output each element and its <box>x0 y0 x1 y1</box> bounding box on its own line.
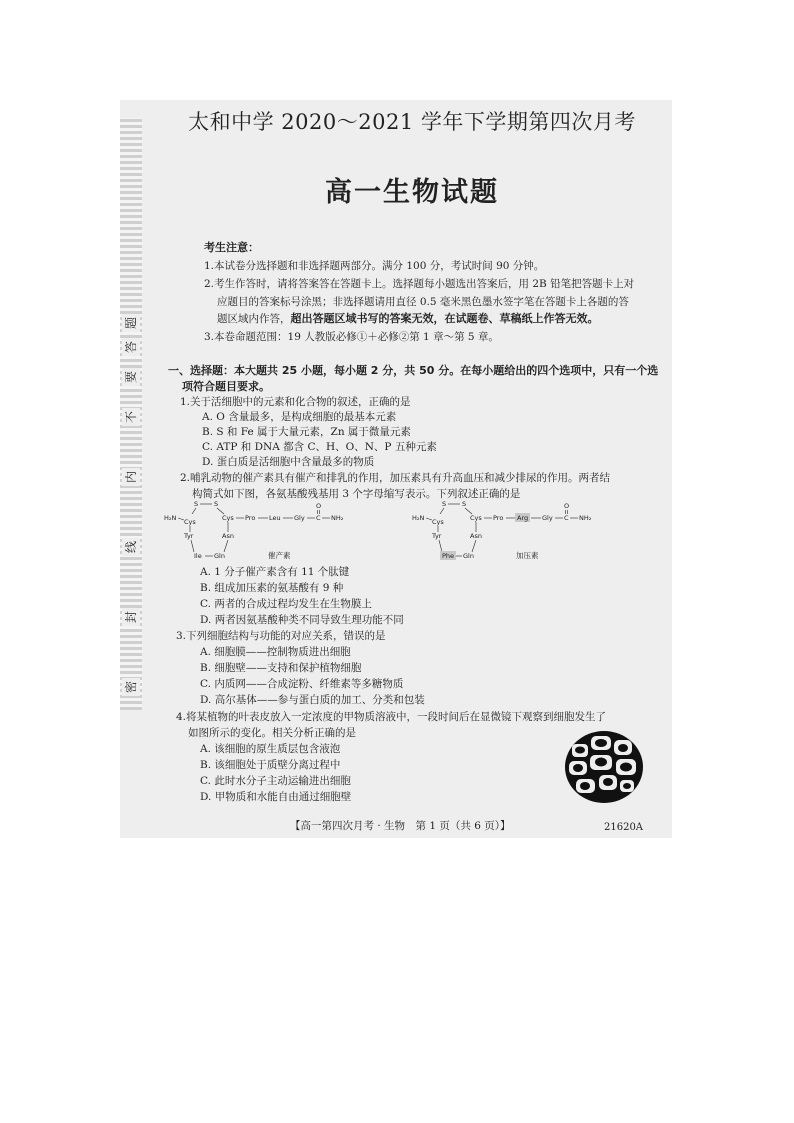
bond-line <box>192 508 196 514</box>
bond-line <box>224 540 228 552</box>
q1-stem: 1.关于活细胞中的元素和化合物的叙述，正确的是 <box>180 396 411 408</box>
carbonyl-oxygen: O <box>564 502 570 510</box>
notice-text: 题区域内作答， <box>217 313 291 325</box>
residue-pro: Pro <box>245 514 256 522</box>
oxytocin-structure <box>164 500 344 560</box>
residue-tyr: Tyr <box>432 532 442 540</box>
sulfur-label: S <box>442 500 447 508</box>
residue-tyr: Tyr <box>184 532 194 540</box>
notice-item-3: 3.本卷命题范围：19 人教版必修①＋必修②第 1 章～第 5 章。 <box>204 331 499 343</box>
notice-item-1: 1.本试卷分选择题和非选择题两部分。满分 100 分，考试时间 90 分钟。 <box>204 260 545 272</box>
q1-option-b: B. S 和 Fe 属于大量元素，Zn 属于微量元素 <box>202 426 411 438</box>
carbonyl-oxygen: O <box>316 502 322 510</box>
q4-option-d: D. 甲物质和水能自由通过细胞壁 <box>200 791 352 803</box>
q1-option-c: C. ATP 和 DNA 都含 C、H、O、N、P 五种元素 <box>202 441 437 453</box>
protoplast <box>573 764 583 772</box>
residue-cys: Cys <box>432 518 444 526</box>
protoplast <box>595 758 607 767</box>
subject-title: 高一生物试题 <box>325 177 499 208</box>
bond-line <box>439 540 442 552</box>
q3-stem: 3.下列细胞结构与功能的对应关系，错误的是 <box>176 630 386 642</box>
q2-stem: 2.哺乳动物的催产素具有催产和排乳的作用，加压素具有升高血压和减少排尿的作用。两者结 <box>180 472 611 484</box>
binding-char: 要 <box>122 368 140 386</box>
carbonyl-carbon: C <box>316 514 321 522</box>
binding-char: 封 <box>122 608 140 626</box>
protoplast <box>603 778 613 786</box>
protoplast <box>580 782 590 790</box>
residue-arg: Arg <box>517 514 529 522</box>
bond-line <box>191 540 194 552</box>
q2-option-a: A. 1 分子催产素含有 11 个肽键 <box>200 566 350 578</box>
plasmolysis-micrograph <box>564 730 644 804</box>
binding-char: 答 <box>122 338 140 356</box>
bond-line <box>472 540 476 552</box>
residue-cys: Cys <box>222 514 234 522</box>
protoplast <box>575 747 585 754</box>
q2-option-d: D. 两者因氨基酸种类不同导致生理功能不同 <box>200 614 404 626</box>
carbonyl-carbon: C <box>564 514 569 522</box>
q4-stem-cont: 如图所示的变化。相关分析正确的是 <box>188 727 356 739</box>
vasopressin-caption: 加压素 <box>516 551 539 560</box>
protoplast <box>623 783 631 789</box>
residue-ile: Ile <box>194 552 202 560</box>
q3-option-d: D. 高尔基体——参与蛋白质的加工、分类和包装 <box>200 694 425 706</box>
protoplast <box>618 744 628 752</box>
q2-option-c: C. 两者的合成过程均发生在生物膜上 <box>200 598 372 610</box>
binding-margin <box>120 118 142 710</box>
exam-title: 太和中学 2020～2021 学年下学期第四次月考 <box>188 110 636 134</box>
q4-option-b: B. 该细胞处于质壁分离过程中 <box>200 759 341 771</box>
q4-option-c: C. 此时水分子主动运输进出细胞 <box>200 775 351 787</box>
section-heading: 一、选择题：本大题共 25 小题，每小题 2 分，共 50 分。在每小题给出的四个选项中，只有一个选 <box>168 364 659 377</box>
sulfur-label: S <box>194 500 199 508</box>
q2-option-b: B. 组成加压素的氨基酸有 9 种 <box>200 582 344 594</box>
residue-cys: Cys <box>470 514 482 522</box>
notice-heading: 考生注意： <box>204 241 259 254</box>
bond-line <box>440 508 444 514</box>
notice-item-2-cont: 应题目的答案标号涂黑；非选择题请用直径 0.5 毫米黑色墨水签字笔在答题卡上各题的答 <box>217 296 629 308</box>
residue-pro: Pro <box>493 514 504 522</box>
q1-option-d: D. 蛋白质是活细胞中含量最多的物质 <box>202 456 375 468</box>
q3-option-b: B. 细胞壁——支持和保护植物细胞 <box>200 662 362 674</box>
sulfur-label: S <box>462 500 467 508</box>
q3-option-a: A. 细胞膜——控制物质进出细胞 <box>200 646 351 658</box>
notice-emphasis: 超出答题区域书写的答案无效，在试题卷、草稿纸上作答无效。 <box>290 312 599 325</box>
page-footer: 【高一第四次月考 · 生物 第 1 页（共 6 页）】 <box>290 820 511 832</box>
notice-item-2: 2.考生作答时，请将答案答在答题卡上。选择题每小题选出答案后，用 2B 铅笔把答题卡上对 <box>204 278 635 290</box>
binding-char: 内 <box>122 468 140 486</box>
amino-terminus-label: H₂N <box>412 514 425 522</box>
amide-group: NH₂ <box>331 514 344 522</box>
exam-paper <box>120 100 672 838</box>
oxytocin-caption: 催产素 <box>268 551 291 560</box>
q3-option-c: C. 内质网——合成淀粉、纤维素等多糖物质 <box>200 678 404 690</box>
binding-char: 密 <box>122 678 140 696</box>
binding-char: 线 <box>122 538 140 556</box>
protoplast <box>620 763 632 772</box>
q1-option-a: A. O 含量最多，是构成细胞的最基本元素 <box>202 411 397 423</box>
residue-asn: Asn <box>470 532 482 540</box>
paper-code: 21620A <box>604 822 644 833</box>
protoplast <box>595 739 607 747</box>
amino-terminus-label: H₂N <box>164 514 177 522</box>
residue-cys: Cys <box>184 518 196 526</box>
binding-char: 不 <box>122 408 140 426</box>
q2-stem-cont: 构简式如下图，各氨基酸残基用 3 个字母缩写表示。下列叙述正确的是 <box>192 488 521 500</box>
residue-gln: Gln <box>214 552 225 560</box>
vasopressin-structure <box>412 500 592 560</box>
peptide-structure-diagram <box>164 500 644 566</box>
residue-gly: Gly <box>294 514 305 522</box>
residue-asn: Asn <box>222 532 234 540</box>
sulfur-label: S <box>214 500 219 508</box>
notice-item-2-cont <box>217 312 599 326</box>
section-heading-cont: 项符合题目要求。 <box>182 380 270 393</box>
amide-group: NH₂ <box>579 514 592 522</box>
binding-char: 题 <box>122 314 140 332</box>
residue-leu: Leu <box>269 514 281 522</box>
residue-gly: Gly <box>542 514 553 522</box>
q4-option-a: A. 该细胞的原生质层包含液泡 <box>200 743 341 755</box>
residue-gln: Gln <box>463 552 474 560</box>
residue-phe: Phe <box>442 552 455 560</box>
q4-stem: 4.将某植物的叶表皮放入一定浓度的甲物质溶液中，一段时间后在显微镜下观察到细胞发生了 <box>176 711 607 723</box>
